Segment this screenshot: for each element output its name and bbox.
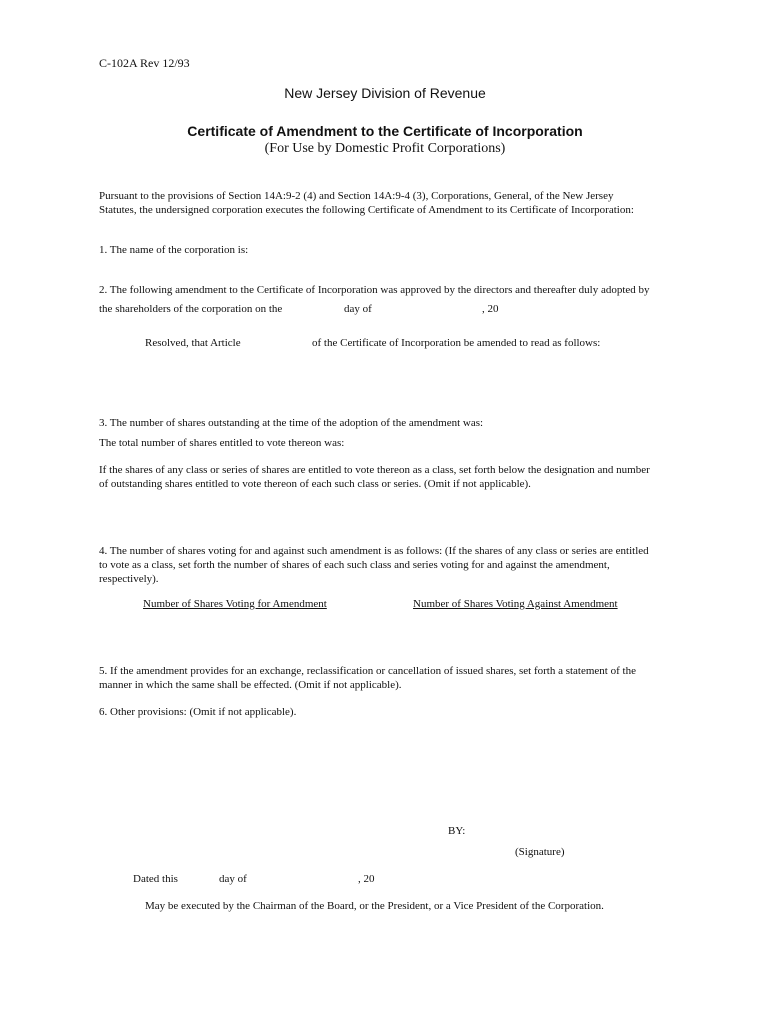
item-3-shares-entitled: The total number of shares entitled to vote thereon was: [99, 437, 345, 449]
item-5-line-1: 5. If the amendment provides for an exchange, reclassification or cancellation of issued shares, set forth a statement of the [99, 665, 636, 677]
form-id: C-102A Rev 12/93 [99, 56, 190, 70]
intro-line-1: Pursuant to the provisions of Section 14A:9-2 (4) and Section 14A:9-4 (3), Corporations, General, of the New Jersey [99, 190, 614, 202]
dated-day-of-label: day of [219, 873, 247, 885]
column-header-voting-for: Number of Shares Voting for Amendment [143, 598, 327, 610]
resolved-article-label: Resolved, that Article [145, 337, 241, 349]
signature-by-label: BY: [448, 825, 466, 837]
item-1-corporation-name: 1. The name of the corporation is: [99, 244, 249, 256]
item-4-line-1: 4. The number of shares voting for and against such amendment is as follows: (If the shares of any class or series are entitled [99, 545, 649, 557]
document-title: Certificate of Amendment to the Certificate of Incorporation [187, 123, 583, 139]
item-6-other-provisions: 6. Other provisions: (Omit if not applicable). [99, 706, 297, 718]
item-2-year-label: , 20 [482, 303, 499, 315]
item-3-note-line-1: If the shares of any class or series of shares are entitled to vote thereon as a class, set forth below the designation and number [99, 464, 650, 476]
dated-this-label: Dated this [133, 873, 178, 885]
item-2-line-1: 2. The following amendment to the Certificate of Incorporation was approved by the directors and thereafter duly adopted by [99, 284, 650, 296]
item-2-day-of-label: day of [344, 303, 372, 315]
signature-caption: (Signature) [515, 846, 565, 858]
dated-year-label: , 20 [358, 873, 375, 885]
item-4-line-2: to vote as a class, set forth the number of shares of each such class and series voting for and against the amendment, [99, 559, 610, 571]
column-header-voting-against: Number of Shares Voting Against Amendment [413, 598, 618, 610]
item-4-line-3: respectively). [99, 573, 159, 585]
intro-line-2: Statutes, the undersigned corporation executes the following Certificate of Amendment to its Certificate of Incorporation: [99, 204, 634, 216]
document-subtitle: (For Use by Domestic Profit Corporations) [264, 141, 506, 156]
agency-name: New Jersey Division of Revenue [284, 85, 486, 101]
item-3-shares-outstanding: 3. The number of shares outstanding at the time of the adoption of the amendment was: [99, 417, 484, 429]
item-2-adoption-date-label: the shareholders of the corporation on the [99, 303, 283, 315]
resolved-amendment-text: of the Certificate of Incorporation be amended to read as follows: [312, 337, 601, 349]
item-3-note-line-2: of outstanding shares entitled to vote thereon of each such class or series. (Omit if not applicable). [99, 478, 531, 490]
item-5-line-2: manner in which the same shall be effected. (Omit if not applicable). [99, 679, 402, 691]
execution-note: May be executed by the Chairman of the Board, or the President, or a Vice President of the Corporation. [145, 900, 604, 912]
